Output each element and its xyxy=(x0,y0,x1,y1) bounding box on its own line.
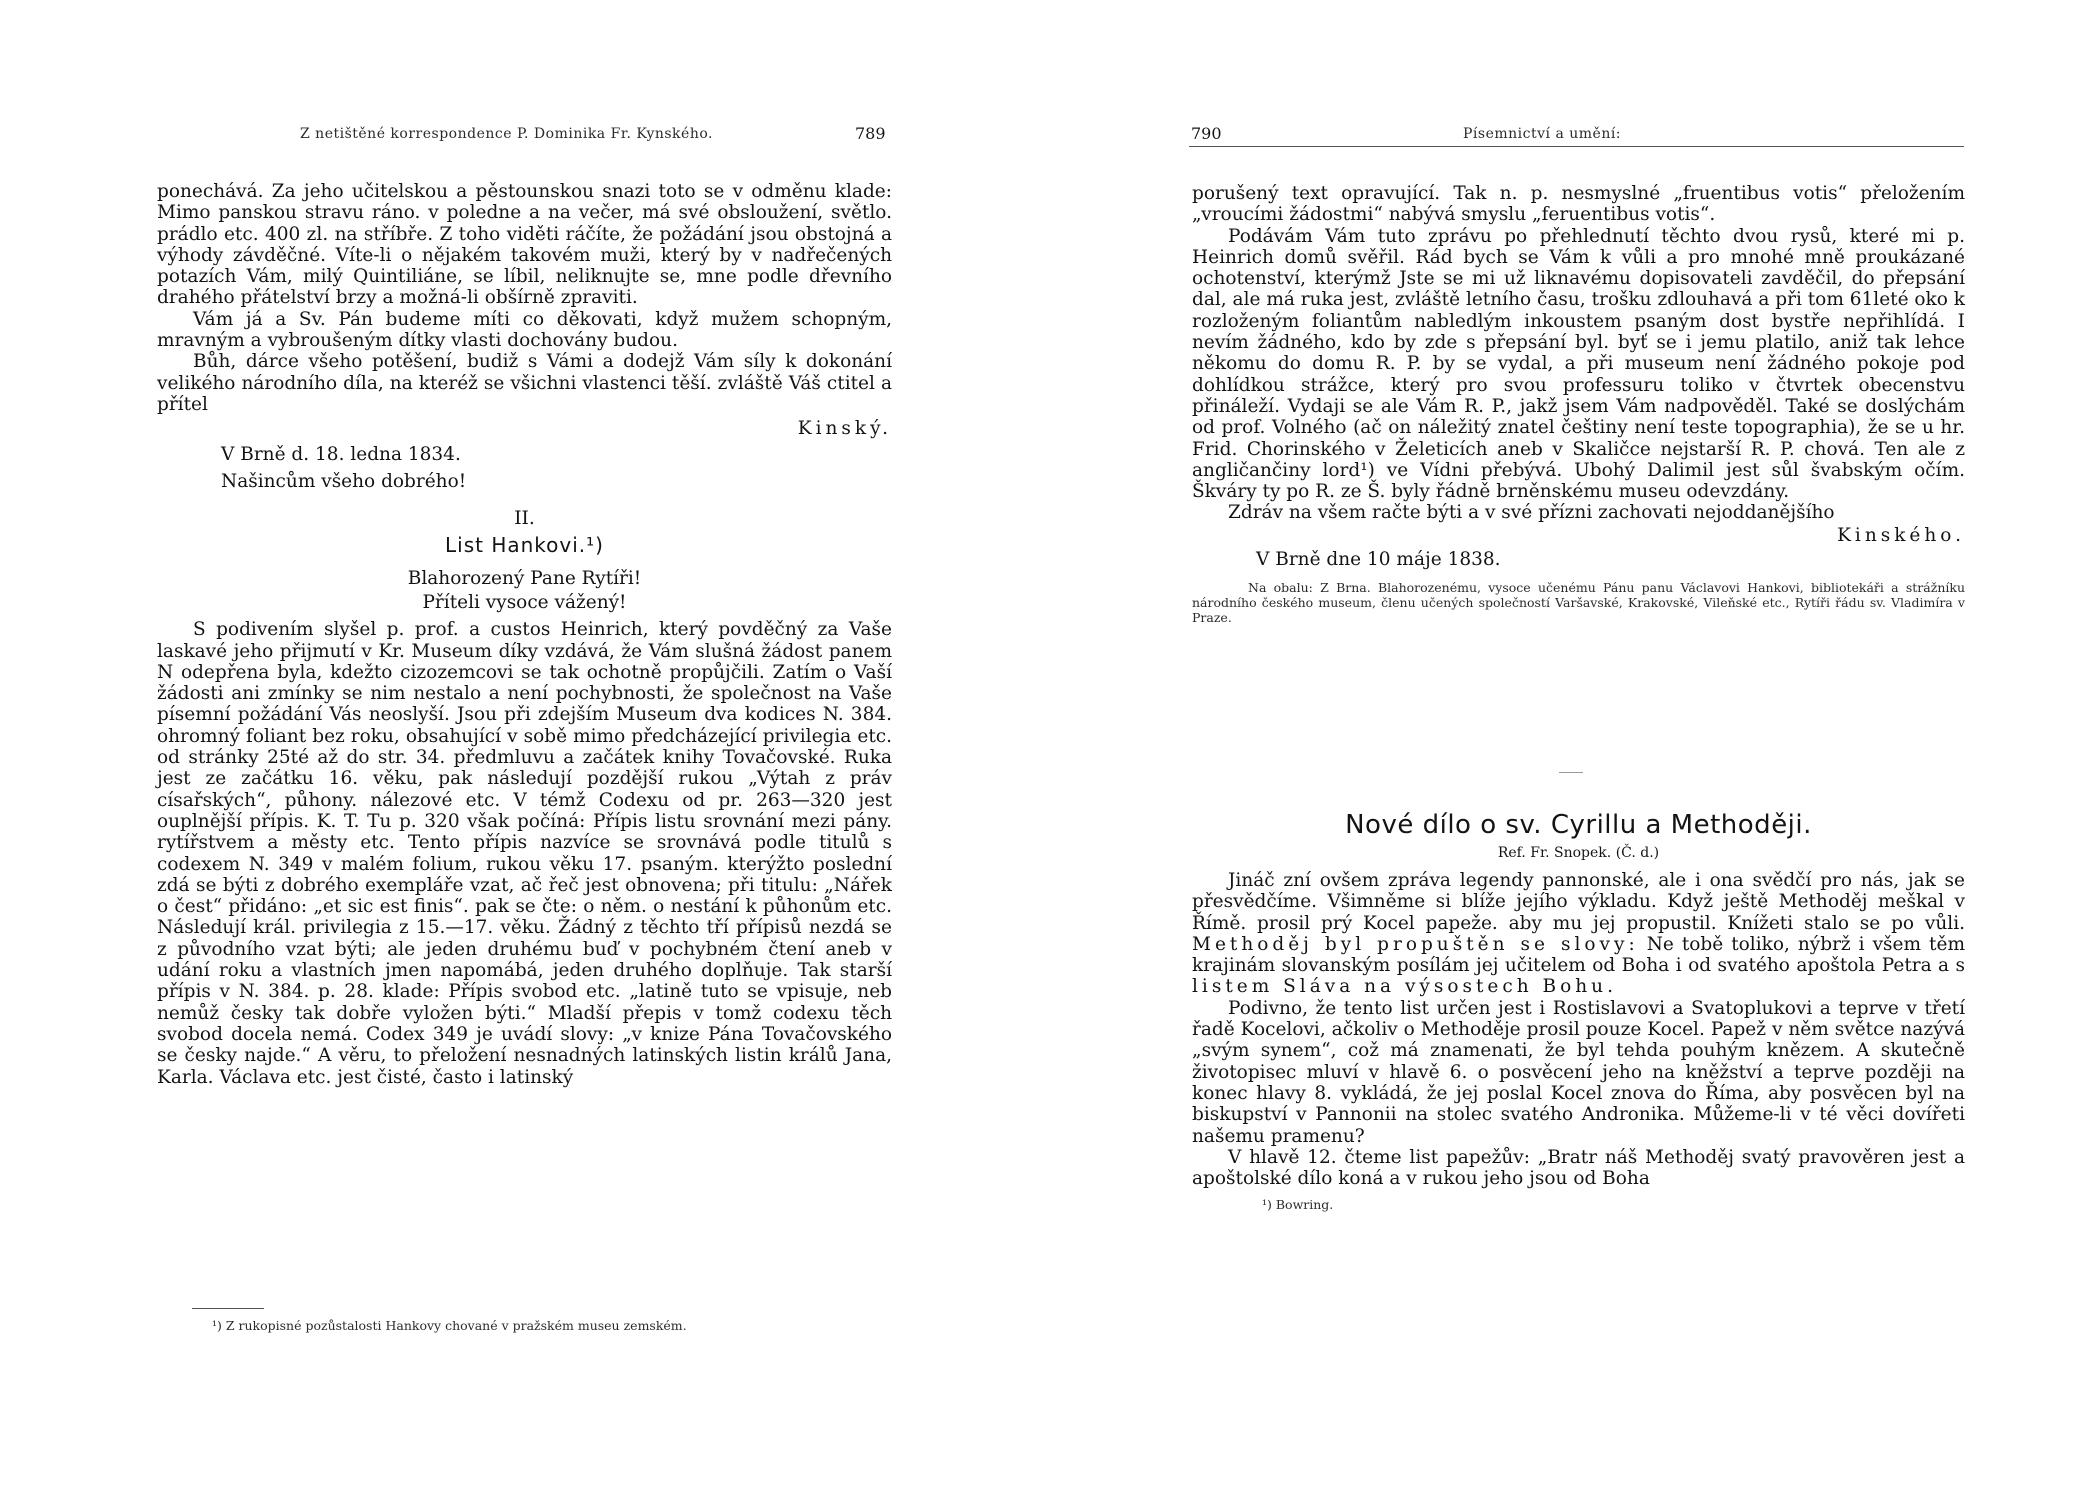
paragraph: ponechává. Za jeho učitelskou a pěstounskou snazi toto se v odměnu klade: Mimo panskou stravu ráno. v poledne a na večer, má své obsloužení, světlo. prádlo etc. 400 zl. na stříbře. Z toho viděti ráčíte, že požádání jsou obstojná a výhody závděčné. Víte-li o nějakém takovém muži, který by v nadřečených potazích Vám, milý Quintiliáne, se líbil, neliknujte se, mne podle dřevního drahého přátelství brzy a možná-li obšírně zpraviti. xyxy=(157,181,892,309)
signature: Kinský. xyxy=(797,418,892,440)
page-number: 789 xyxy=(855,124,886,143)
spaced-text: listem Sláva na výsostech Bohu. xyxy=(1192,976,1617,998)
text-run: Ne tobě toliko, nýbrž i všem těm krajinám slovanským posílám jej učitelem od Boha i od svatého apoštola Petra a s xyxy=(1192,933,1965,977)
salutation: Blahorozený Pane Rytíři! xyxy=(407,568,642,590)
running-header: Z netištěné korrespondence P. Dominika Fr. Kynského. xyxy=(300,126,713,142)
closing-greeting: Našincům všeho dobrého! xyxy=(221,471,467,493)
running-header: Písemnictví a umění: xyxy=(1463,126,1622,142)
section-number: II. xyxy=(514,508,535,530)
article xyxy=(1192,808,1965,1212)
paragraph: V hlavě 12. čteme list papežův: „Bratr náš Methoděj svatý pravověren jest a apoštolské dílo koná a v rukou jeho jsou od Boha xyxy=(1192,1146,1965,1190)
salutation: Příteli vysoce vážený! xyxy=(422,592,627,614)
footnote: ¹) Bowring. xyxy=(1262,1197,1334,1213)
paragraph: Podávám Vám tuto zprávu po přehlednutí těchto dvou rysů, které mi p. Heinrich domů svěřil. Rád bych se Vám k vůli a pro mnohé mně proukázané ochotenství, kterýmž Jste se mi už liknavému dopisovateli zavděčil, do přepsání dal, ale má ruka jest, zvláště letního času, trošku zdlouhavá a při tom 61leté oko k rozloženým foliantům nabledlým inkoustem psaným dost bystře nepřihlídá. I nevím žádného, kdo by zde s přepsání byl. byť se i jemu platilo, aniž tak lehce někomu do domu R. P. by se vydal, a při museum není žádného pokoje pod dohlídkou strážce, který pro svou professuru toliko v čtvrtek obecenstvu přináleží. Vydaji se ale Vám R. P., jakž jsem Vám nadpověděl. Také se doslýchám od prof. Volného (ač on náležitý znatel češtiny není teste topographia), že se u hr. Frid. Chorinského v Želeticích aneb v Skaličce nejstarší R. P. chová. Ten ale z angličančiny lord¹) ve Vídni přebývá. Ubohý Dalimil jest sůl švabským očím. Škváry ty po R. ze Š. byly řádně brněnskému museu odevzdány. xyxy=(1192,225,1965,503)
spaced-text: Methoděj byl propuštěn se slovy: xyxy=(1192,933,1639,955)
text-run: Jináč zní ovšem zpráva legendy pannonské, ale i ona svědčí pro nás, jak se přesvědčíme. Všimněme si blíže jejího výkladu. Když ještě Methoděj meškal v Římě. prosil prý Kocel papeže. aby mu jej propustil. Knížeti stalo se po vůli. xyxy=(1192,870,1965,934)
page-number: 790 xyxy=(1191,124,1222,143)
letter-continuation xyxy=(157,181,892,1088)
paragraph xyxy=(1192,870,1965,998)
article-title: Nové dílo o sv. Cyrillu a Methoději. xyxy=(1345,810,1812,840)
signature: Kinského. xyxy=(1837,524,1965,546)
separator xyxy=(1559,772,1583,773)
envelope-address: Na obalu: Z Brna. Blahorozenému, vysoce učenému Pánu panu Václavovi Hankovi, bibliotekáři a strážníku národního českého museum, členu učených společností Varšavské, Krakovské, Vileňské etc., Rytíři řádu sv. Vladimíra v Praze. xyxy=(1192,579,1965,625)
letter-end xyxy=(1192,183,1965,625)
footnote-rule xyxy=(192,1308,264,1309)
paragraph: Vám já a Sv. Pán budeme míti co děkovati, když mužem schopným, mravným a vybroušeným dítky vlasti dochovány budou. xyxy=(157,308,892,352)
letter-body: S podivením slyšel p. prof. a custos Heinrich, který povděčný za Vaše laskavé jeho přijmutí v Kr. Museum díky vzdává, že Vám slušná žádost panem N odepřena byla, kdežto cizozemcovi se tak ochotně propůjčili. Zatím o Vaší žádosti ani zmínky se nim nestalo a není pochybnosti, že společnost na Vaše písemní požádání Vás neoslyší. Jsou při zdejším Museum dva kodices N. 384. ohromný foliant bez roku, obsahující v sobě mimo předcházející privilegia etc. od stránky 25té až do str. 34. předmluvu a začátek knihy Tovačovské. Ruka jest ze začátku 16. věku, pak následují pozdější rukou „Výtah z práv císařských“, půhony. nálezové etc. V témž Codexu od pr. 263—320 jest ouplnější přípis. K. T. Tu p. 320 však počíná: Přípis listu srovnání mezi pány. rytířstvem a městy etc. Tento přípis nazvíce se srovnává podle titulů s codexem N. 349 v malém folium, rukou věku 17. psaným. kterýžto poslední zdá se býti z dobrého exempláře vzat, ač řeč jest obnovena; při titulu: „Nářek o čest“ přidáno: „et sic est finis“. pak se čte: o něm. o nestání k půhonům etc. Následují král. privilegia z 15.—17. věku. Žádný z těchto tří přípisů nezdá se z původního vzat býti; ale jeden druhému buď v pochybném čtení aneb v udání roku a vlastních jmen napomábá, jeden druhého doplňuje. Tak starší přípis v N. 384. p. 28. klade: Přípis svobod etc. „latině tuto se vpisuje, neb nemůž česky tak dobře vyložen býti.“ Mladší přepis v tomž codexu těch svobod docela nemá. Codex 349 je uvádí slovy: „v knize Pána Tovačovského se česky najde.“ A věru, to přeložení nesnadných latinských listin králů Jana, Karla. Václava etc. jest čisté, často i latinský xyxy=(157,619,892,1088)
header-rule xyxy=(1189,146,1964,147)
letter-date: V Brně d. 18. ledna 1834. xyxy=(221,444,461,466)
paragraph: Podivno, že tento list určen jest i Rostislavovi a Svatoplukovi a teprve v třetí řadě Kocelovi, ačkoliv o Methoděje prosil pouze Kocel. Papež v něm světce nazývá „svým synem“, což má znamenati, že byl tehda pouhým knězem. A skutečně životopisec mluví v hlavě 6. o posvěcení jeho na kněžství a teprve později na konec hlavy 8. vykládá, že jej poslal Kocel znova do Říma, aby posvěcen byl na biskupství v Pannonii na stolec svatého Andronika. Můžeme-li v té věci dovířeti našemu pramenu? xyxy=(1192,997,1965,1147)
letter-date: V Brně dne 10 máje 1838. xyxy=(1256,548,1501,570)
paragraph: Bůh, dárce všeho potěšení, budiž s Vámi a dodejž Vám síly k dokonání velikého národního díla, na kteréž se všichni vlastenci těší. zvláště Váš ctitel a přítel xyxy=(157,351,892,415)
right-page xyxy=(1039,0,2078,1500)
paragraph: porušený text opravující. Tak n. p. nesmyslné „fruentibus votis“ přeložením „vroucími žádostmi“ nabývá smyslu „feruentibus votis“. xyxy=(1192,183,1965,226)
letter-title: List Hankovi.¹) xyxy=(445,533,604,558)
footnote: ¹) Z rukopisné pozůstalosti Hankovy chované v pražském museu zemském. xyxy=(212,1318,687,1333)
paragraph: Zdráv na všem račte býti a v své přízni zachovati nejoddanějšího xyxy=(1228,502,1835,524)
article-byline: Ref. Fr. Snopek. (Č. d.) xyxy=(1497,845,1660,861)
